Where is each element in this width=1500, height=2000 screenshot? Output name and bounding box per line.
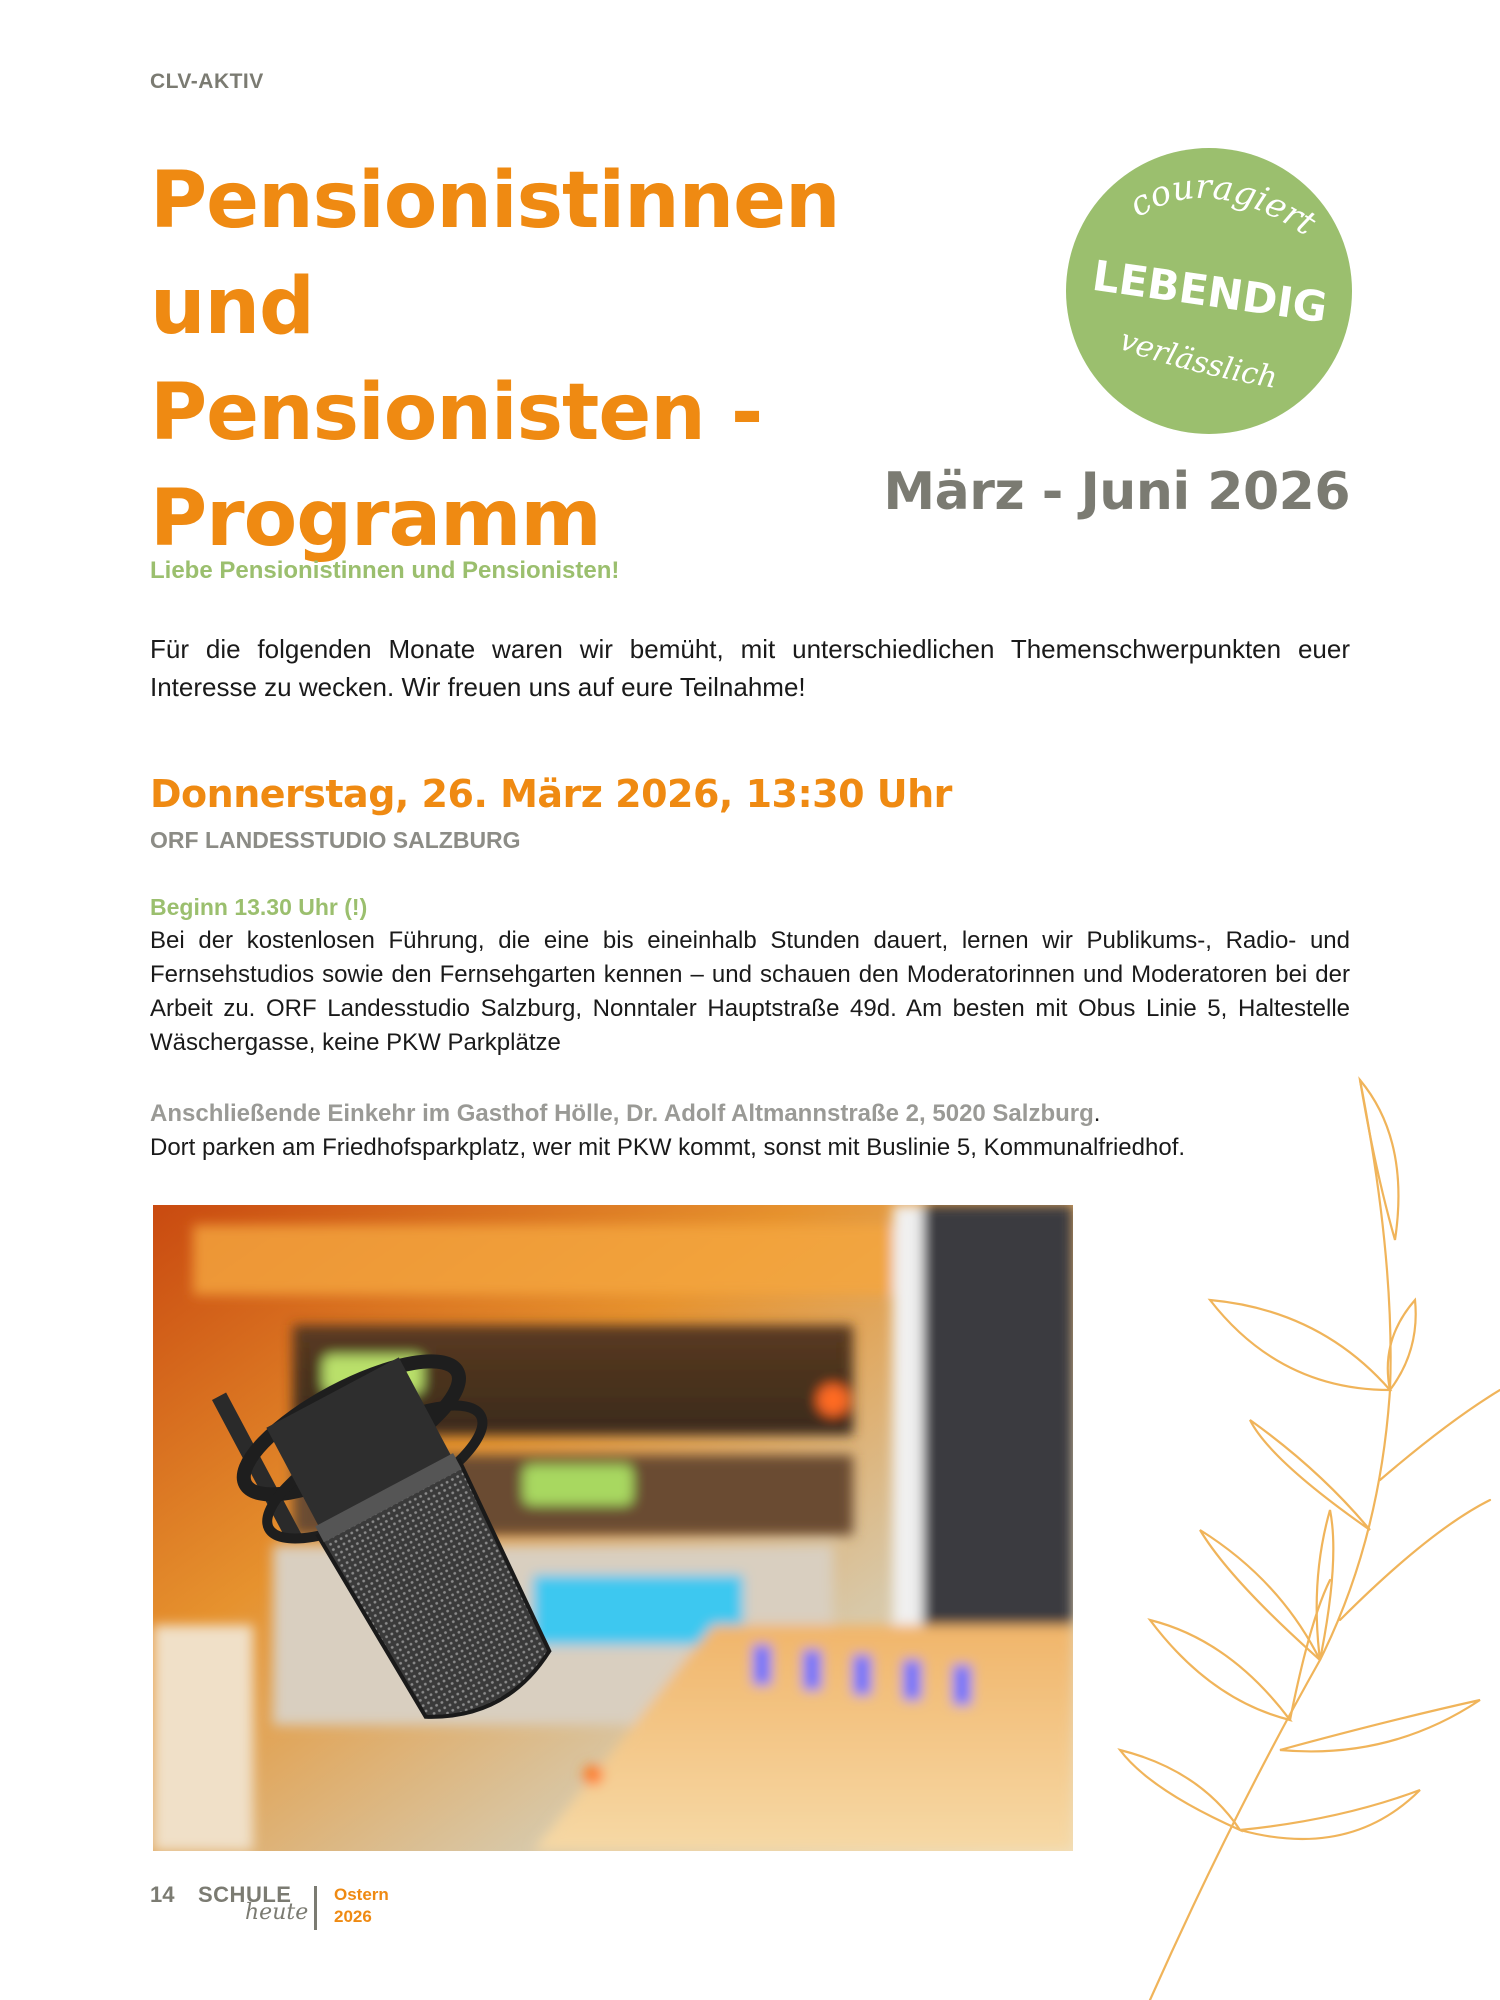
- issue-label: [334, 1884, 389, 1928]
- issue-year: 2026: [334, 1907, 372, 1926]
- section-label: CLV-AKTIV: [150, 70, 264, 93]
- event-description: Bei der kostenlosen Führung, die eine bis eineinhalb Stunden dauert, lernen wir Publikums-, Radio- und Fernsehstudios sowie den Fernsehgarten kennen – und schauen den Moderatorinnen und Moderatoren bei der Arbeit zu. ORF Landesstudio Salzburg, Nonntaler Hauptstraße 49d. Am besten mit Obus Linie 5, Haltestelle Wäschergasse, keine PKW Parkplätze: [150, 927, 1350, 1056]
- title-line-2: Pensionisten -: [150, 368, 763, 458]
- badge-lettering: [1066, 148, 1352, 434]
- begin-note: Beginn 13.30 Uhr (!): [150, 894, 368, 920]
- event-location: ORF LANDESSTUDIO SALZBURG: [150, 827, 521, 853]
- afterward-dot: .: [1093, 1100, 1101, 1127]
- badge-bottom-word: verlässlich: [1115, 322, 1280, 396]
- title-line-3: Programm: [150, 474, 601, 564]
- page-number: 14: [150, 1882, 175, 1907]
- event-date: Donnerstag, 26. März 2026, 13:30 Uhr: [150, 772, 952, 816]
- title-line-1: Pensionistinnen und: [150, 156, 840, 352]
- issue-season: Ostern: [334, 1885, 389, 1904]
- page-title: [150, 148, 1010, 572]
- afterward-highlight: Anschließende Einkehr im Gasthof Hölle, Dr. Adolf Altmannstraße 2, 5020 Salzburg: [150, 1100, 1094, 1127]
- footer-divider: [314, 1886, 317, 1930]
- date-range: März - Juni 2026: [883, 462, 1350, 522]
- values-badge: [1066, 148, 1352, 434]
- badge-middle-word: LEBENDIG: [1089, 250, 1331, 333]
- magazine-brand-script: heute: [245, 1900, 309, 1925]
- studio-microphone-photo: [153, 1205, 1073, 1851]
- greeting: Liebe Pensionistinnen und Pensionisten!: [150, 557, 620, 584]
- badge-top-word: couragiert: [1122, 166, 1323, 244]
- intro-text: Für die folgenden Monate waren wir bemüht, mit unterschiedlichen Themenschwerpunkten euer Interesse zu wecken. Wir freuen uns auf eure Teilnahme!: [150, 634, 1350, 702]
- magazine-brand: SCHULE: [198, 1882, 292, 1907]
- parking-info: Dort parken am Friedhofsparkplatz, wer mit PKW kommt, sonst mit Buslinie 5, Kommunalfriedhof.: [150, 1134, 1186, 1161]
- leaf-branch-illustration: [1090, 1060, 1500, 2000]
